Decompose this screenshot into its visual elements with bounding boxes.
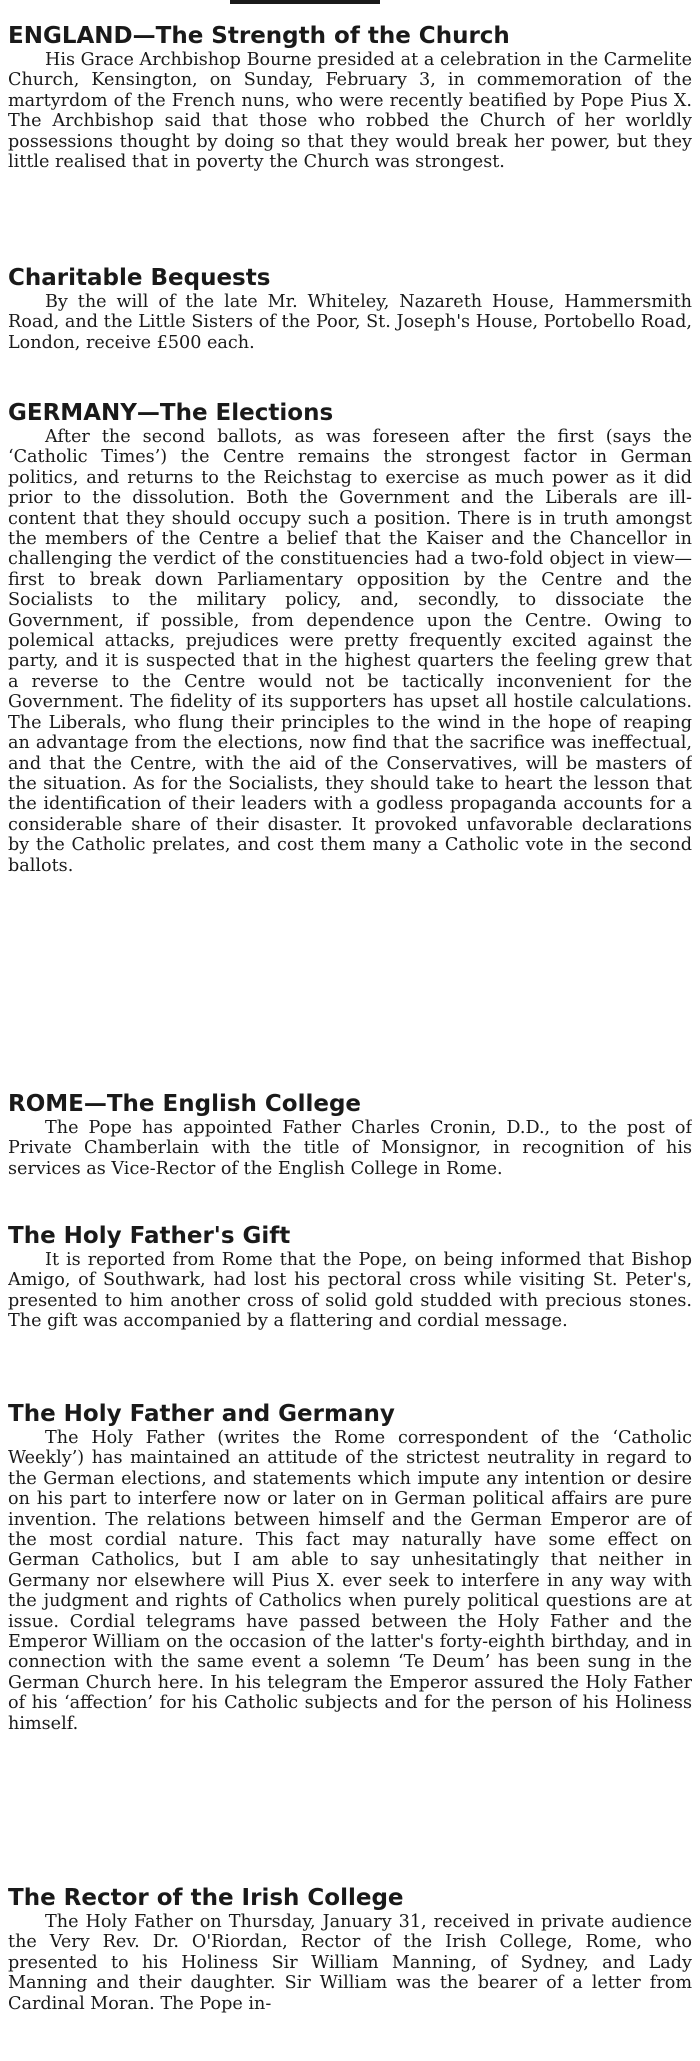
article-headline: GERMANY—The Elections	[8, 400, 334, 426]
article-headline: The Rector of the Irish College	[8, 1885, 404, 1911]
article-holy-father-and-germany	[8, 1400, 692, 1734]
article-headline: ROME—The English College	[8, 1091, 362, 1117]
article-body: The Holy Father (writes the Rome correspondent of the ‘Catholic Weekly’) has maintained an attitude of the strictest neutrality in regard to the German elections, and statements which impute any intention or desire on his part to interfere now or later on in German political affairs are pure invention. The relations between himself and the German Emperor are of the most cordial nature. This fact may naturally have some effect on German Catholics, but I am able to say unhesitatingly that neither in Germany nor elsewhere will Pius X. ever seek to interfere in any way with the judgment and rights of Catholics when purely political questions are at issue. Cordial telegrams have passed between the Holy Father and the Emperor William on the occasion of the latter's forty-eighth birthday, and in connection with the same event a solemn ‘Te Deum’ has been sung in the German Church here. In his telegram the Emperor assured the Holy Father of his ‘affection’ for his Catholic subjects and for the person of his Holiness himself.	[8, 1428, 692, 1734]
newspaper-column	[8, 0, 692, 2061]
article-body: The Pope has appointed Father Charles Cronin, D.D., to the post of Private Chamberlain with the title of Monsignor, in recognition of his services as Vice-Rector of the English College in Rome.	[8, 1118, 692, 1179]
article-body: After the second ballots, as was foreseen after the first (says the ‘Catholic Times’) the Centre remains the strongest factor in German politics, and returns to the Reichstag to exercise as much power as it did prior to the dissolution. Both the Government and the Liberals are ill-content that they should occupy such a position. There is in truth amongst the members of the Centre a belief that the Kaiser and the Chancellor in challenging the verdict of the constituencies had a two-fold object in view—first to break down Parliamentary opposition by the Centre and the Socialists to the military policy, and, secondly, to dissociate the Government, if possible, from dependence upon the Centre. Owing to polemical attacks, prejudices were pretty frequently excited against the party, and it is suspected that in the highest quarters the feeling grew that a reverse to the Centre would not be tactically inconvenient for the Government. The fidelity of its supporters has upset all hostile calculations. The Liberals, who flung their principles to the wind in the hope of reaping an advantage from the elections, now find that the sacrifice was ineffectual, and that the Centre, with the aid of the Conservatives, will be masters of the situation. As for the Socialists, they should take to heart the lesson that the identification of their leaders with a godless propaganda accounts for a considerable share of their disaster. It provoked unfavorable declarations by the Catholic prelates, and cost them many a Catholic vote in the second ballots.	[8, 427, 692, 876]
article-rector-irish-college	[8, 1884, 692, 2014]
article-holy-fathers-gift	[8, 1222, 692, 1332]
article-body: The Holy Father on Thursday, January 31, received in private audience the Very Rev. Dr. O'Riordan, Rector of the Irish College, Rome, who presented to his Holiness Sir William Manning, of Sydney, and Lady Manning and their daughter. Sir William was the bearer of a letter from Cardinal Moran. The Pope in-	[8, 1912, 692, 2014]
article-england	[8, 22, 692, 172]
article-germany	[8, 399, 692, 876]
article-headline: ENGLAND—The Strength of the Church	[8, 23, 510, 49]
article-body: It is reported from Rome that the Pope, on being informed that Bishop Amigo, of Southwark, had lost his pectoral cross while visiting St. Peter's, presented to him another cross of solid gold studded with precious stones. The gift was accompanied by a flattering and cordial message.	[8, 1250, 692, 1332]
article-headline: Charitable Bequests	[8, 265, 271, 291]
article-headline: The Holy Father's Gift	[8, 1223, 291, 1249]
article-body: By the will of the late Mr. Whiteley, Nazareth House, Hammersmith Road, and the Little Sisters of the Poor, St. Joseph's House, Portobello Road, London, receive £500 each.	[8, 292, 692, 353]
article-charitable-bequests	[8, 264, 692, 353]
article-rome-english-college	[8, 1090, 692, 1179]
article-body: His Grace Archbishop Bourne presided at a celebration in the Carmelite Church, Kensington, on Sunday, February 3, in commemoration of the martyrdom of the French nuns, who were recently beatified by Pope Pius X. The Archbishop said that those who robbed the Church of her worldly possessions thought by doing so that they would break her power, but they little realised that in poverty the Church was strongest.	[8, 50, 692, 173]
article-headline: The Holy Father and Germany	[8, 1401, 395, 1427]
top-rule	[230, 0, 380, 4]
